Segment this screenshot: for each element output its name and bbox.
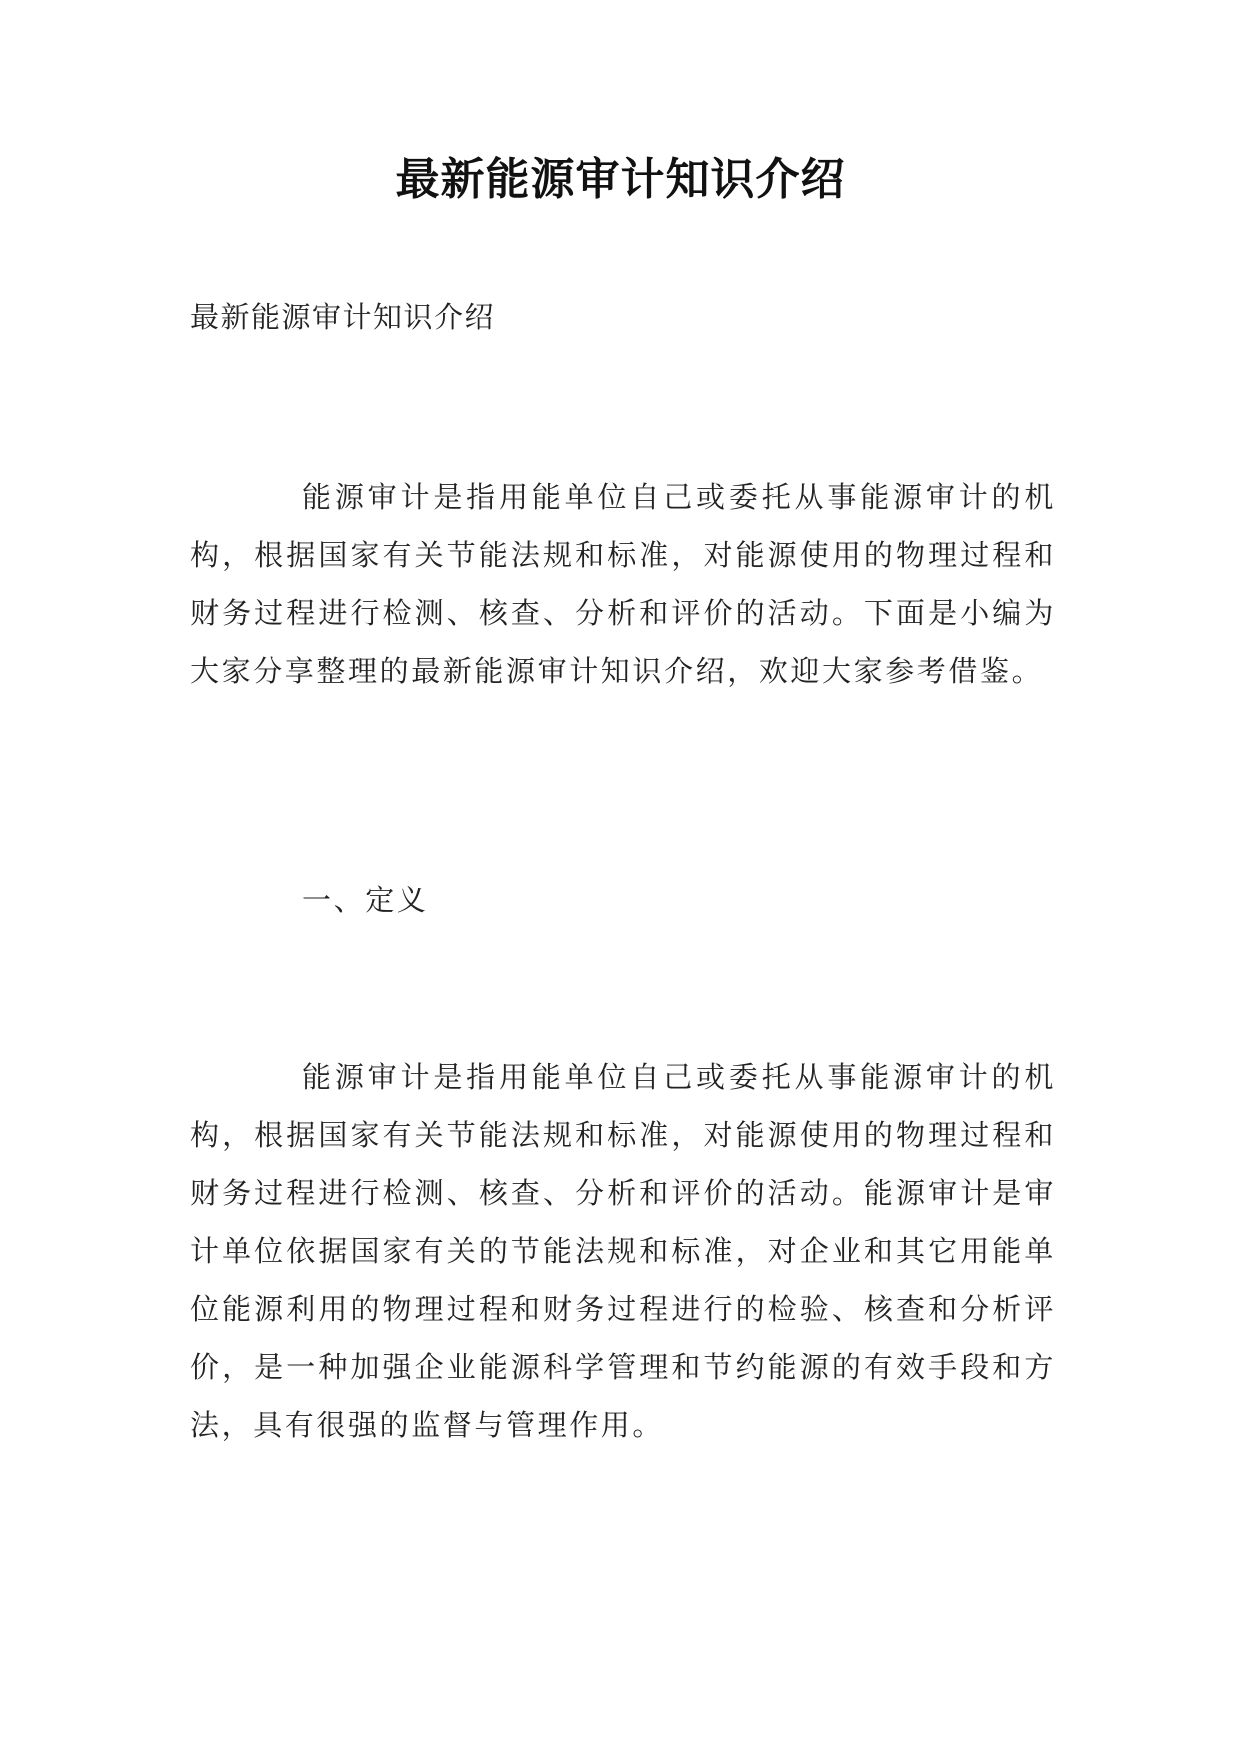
document-title: 最新能源审计知识介绍 [395,154,846,205]
document-subtitle: 最新能源审计知识介绍 [190,300,496,334]
intro-paragraph: 能源审计是指用能单位自己或委托从事能源审计的机构，根据国家有关节能法规和标准，对能源使用的物理过程和财务过程进行检测、核查、分析和评价的活动。下面是小编为大家分享整理的最新能源审计知识介绍，欢迎大家参考借鉴。 [190,480,1056,688]
section-heading: 一、定义 [302,883,429,917]
definition-paragraph: 能源审计是指用能单位自己或委托从事能源审计的机构，根据国家有关节能法规和标准，对能源使用的物理过程和财务过程进行检测、核查、分析和评价的活动。能源审计是审计单位依据国家有关的节能法规和标准，对企业和其它用能单位能源利用的物理过程和财务过程进行的检验、核查和分析评价，是一种加强企业能源科学管理和节约能源的有效手段和方法，具有很强的监督与管理作用。 [190,1060,1056,1442]
